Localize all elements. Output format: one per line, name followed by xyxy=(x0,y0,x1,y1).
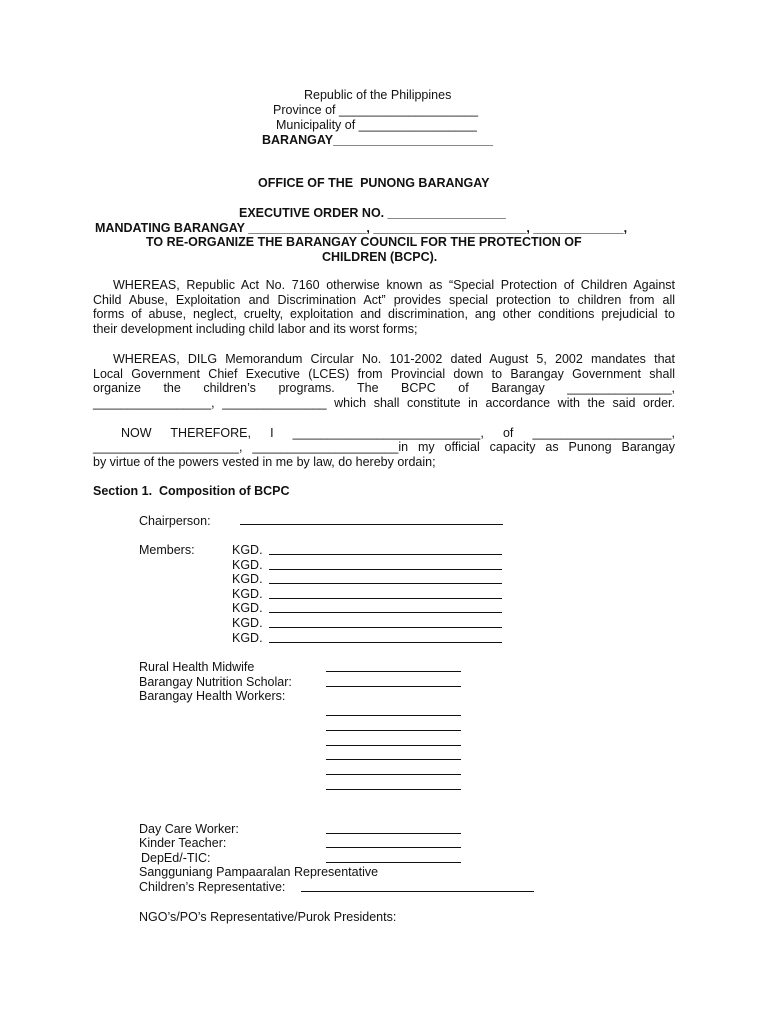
kgd-label: KGD. xyxy=(232,601,263,615)
province-line: Province of ____________________ xyxy=(273,103,479,117)
whereas-2-line-1: WHEREAS, DILG Memorandum Circular No. 101-2002 dated August 5, 2002 mandates that xyxy=(113,352,675,366)
sangguniang-pampaaralan-label: Sangguniang Pampaaralan Representative xyxy=(139,865,379,879)
day-care-worker-label: Day Care Worker: xyxy=(139,822,239,836)
health-worker-blank xyxy=(326,789,461,790)
section-1-heading: Section 1. Composition of BCPC xyxy=(93,484,290,498)
kgd-label: KGD. xyxy=(232,631,263,645)
nutrition-scholar-blank xyxy=(326,686,461,687)
now-therefore-line-3: by virtue of the powers vested in me by law, do hereby ordain; xyxy=(93,455,436,469)
ngo-po-representatives-label: NGO’s/PO’s Representative/Purok Presidents: xyxy=(139,910,397,924)
chairperson-label: Chairperson: xyxy=(139,514,211,528)
kinder-teacher-blank xyxy=(326,847,461,848)
whereas-1-line-3: forms of abuse, neglect, cruelty, exploitation and discrimination, ang other conditions prejudicial to xyxy=(93,307,675,321)
barangay-line: BARANGAY_______________________ xyxy=(262,133,493,147)
kgd-blank xyxy=(269,627,502,628)
health-worker-blank xyxy=(326,730,461,731)
whereas-2-line-4: _________________, _______________ which shall constitute in accordance with the said order. xyxy=(93,396,675,410)
executive-order-number: EXECUTIVE ORDER NO. _________________ xyxy=(239,206,506,220)
kgd-blank xyxy=(269,642,502,643)
order-title-line-1: TO RE-ORGANIZE THE BARANGAY COUNCIL FOR THE PROTECTION OF xyxy=(146,235,582,249)
health-worker-blank xyxy=(326,745,461,746)
day-care-worker-blank xyxy=(326,833,461,834)
health-workers-label: Barangay Health Workers: xyxy=(139,689,286,703)
kgd-label: KGD. xyxy=(232,543,263,557)
deped-tic-blank xyxy=(326,862,461,863)
childrens-representative-blank xyxy=(301,891,534,892)
order-title-line-2: CHILDREN (BCPC). xyxy=(322,250,438,264)
mandating-line: MANDATING BARANGAY _________________, ______________________, _____________, xyxy=(95,221,628,235)
chairperson-blank xyxy=(240,524,503,525)
whereas-1-line-2: Child Abuse, Exploitation and Discrimination Act” provides special protection to children from all xyxy=(93,293,675,307)
health-worker-blank xyxy=(326,715,461,716)
kgd-label: KGD. xyxy=(232,587,263,601)
kgd-label: KGD. xyxy=(232,572,263,586)
health-worker-blank xyxy=(326,774,461,775)
kgd-blank xyxy=(269,583,502,584)
kgd-blank xyxy=(269,598,502,599)
health-worker-blank xyxy=(326,759,461,760)
republic-line: Republic of the Philippines xyxy=(304,88,452,102)
kgd-label: KGD. xyxy=(232,558,263,572)
kinder-teacher-label: Kinder Teacher: xyxy=(139,836,227,850)
now-therefore-line-2: _____________________, _____________________in my official capacity as Punong Barangay xyxy=(93,440,675,454)
rural-health-midwife-blank xyxy=(326,671,461,672)
kgd-blank xyxy=(269,569,502,570)
members-label: Members: xyxy=(139,543,195,557)
kgd-label: KGD. xyxy=(232,616,263,630)
whereas-1-line-1: WHEREAS, Republic Act No. 7160 otherwise known as “Special Protection of Children Against xyxy=(113,278,675,292)
rural-health-midwife-label: Rural Health Midwife xyxy=(139,660,255,674)
nutrition-scholar-label: Barangay Nutrition Scholar: xyxy=(139,675,292,689)
whereas-1-line-4: their development including child labor and its worst forms; xyxy=(93,322,418,336)
childrens-representative-label: Children’s Representative: xyxy=(139,880,286,894)
municipality-line: Municipality of _________________ xyxy=(276,118,477,132)
now-therefore-line-1: NOW THEREFORE, I ___________________________, of ____________________, xyxy=(121,426,675,440)
deped-tic-label: DepEd/-TIC: xyxy=(141,851,211,865)
office-title: OFFICE OF THE PUNONG BARANGAY xyxy=(258,176,490,190)
whereas-2-line-2: Local Government Chief Executive (LCES) from Provincial down to Barangay Government shall xyxy=(93,367,675,381)
whereas-2-line-3: organize the children’s programs. The BCPC of Barangay _______________, xyxy=(93,381,675,395)
kgd-blank xyxy=(269,612,502,613)
kgd-blank xyxy=(269,554,502,555)
